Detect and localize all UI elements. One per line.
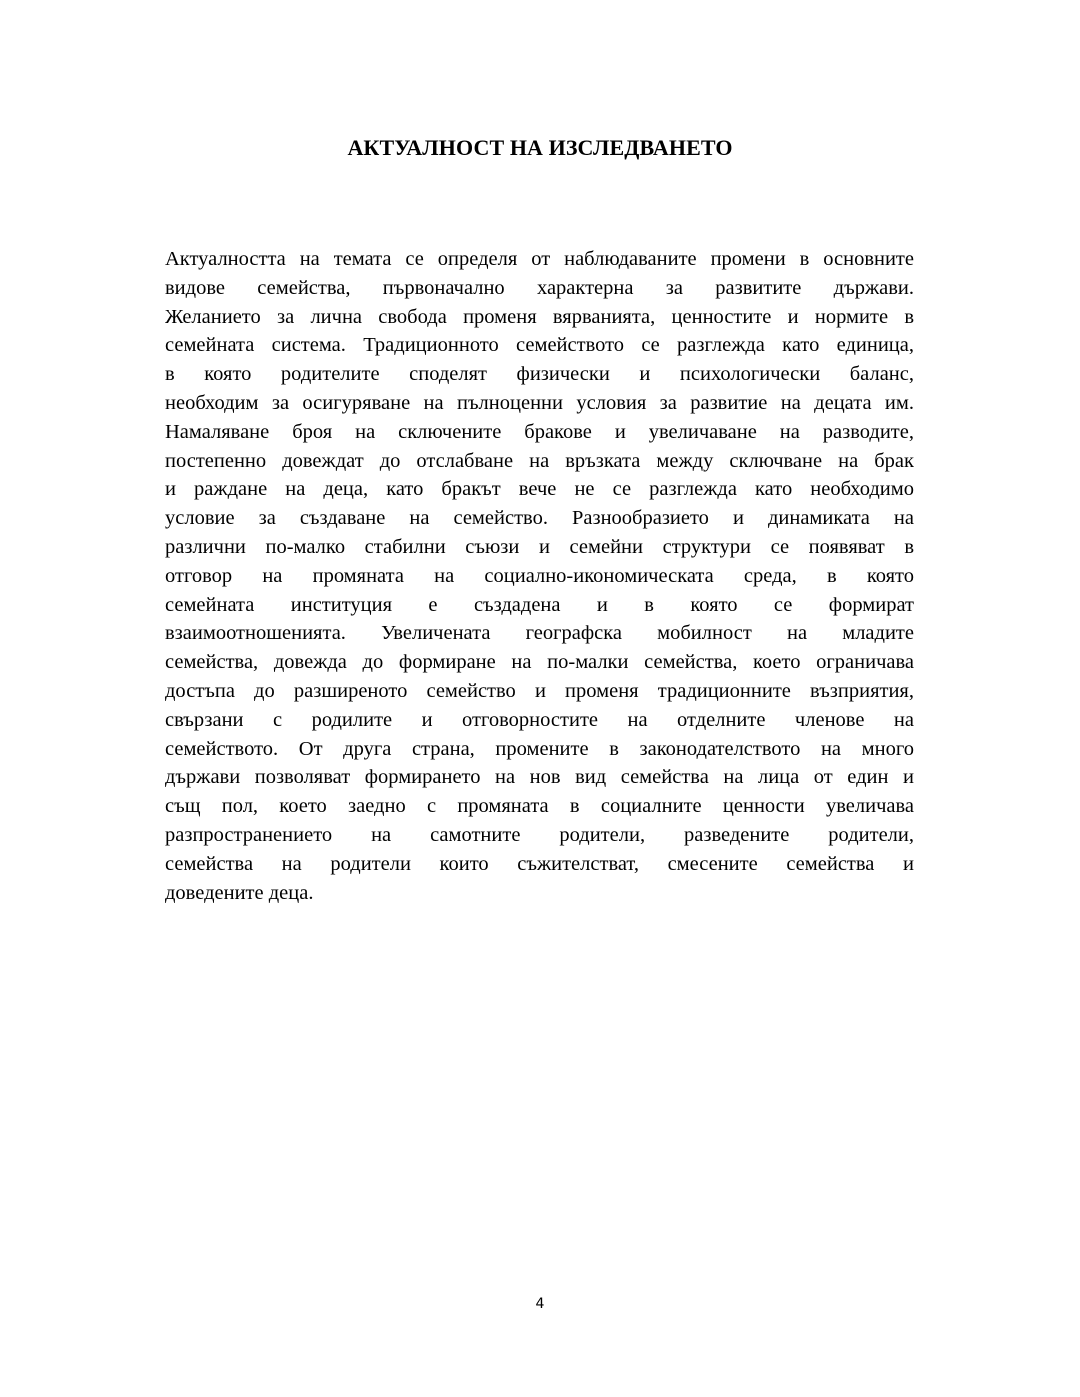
- paragraph-line: семейства на родители които съжителстват, смесените семейства и: [165, 852, 914, 875]
- paragraph-line: семейната система. Традиционното семейството се разглежда като единица,: [165, 334, 914, 357]
- paragraph-line: и раждане на деца, като бракът вече не се разглежда като необходимо: [165, 478, 914, 501]
- paragraph-line: взаимоотношенията. Увеличената географска мобилност на младите: [165, 622, 914, 645]
- body-paragraph: [165, 245, 914, 907]
- paragraph-line: Желанието за лична свобода променя вярванията, ценностите и нормите в: [165, 305, 914, 328]
- paragraph-line: семейства, довежда до формиране на по-малки семейства, което ограничава: [165, 651, 914, 674]
- paragraph-line: същ пол, което заедно с промяната в социалните ценности увеличава: [165, 795, 914, 818]
- paragraph-line: Намаляване броя на сключените бракове и увеличаване на разводите,: [165, 420, 914, 443]
- paragraph-line: видове семейства, първоначално характерна за развитите държави.: [165, 276, 914, 299]
- paragraph-line: семейната институция е създадена и в която се формират: [165, 593, 914, 616]
- paragraph-line: разпространението на самотните родители, разведените родители,: [165, 823, 914, 846]
- paragraph-line: различни по-малко стабилни съюзи и семейни структури се появяват в: [165, 535, 914, 558]
- paragraph-line: в която родителите споделят физически и психологически баланс,: [165, 363, 914, 386]
- paragraph-line: необходим за осигуряване на пълноценни условия за развитие на децата им.: [165, 391, 914, 414]
- paragraph-line: доведените деца.: [165, 881, 314, 904]
- paragraph-line: държави позволяват формирането на нов вид семейства на лица от един и: [165, 766, 914, 789]
- page-title: АКТУАЛНОСТ НА ИЗСЛЕДВАНЕТО: [347, 134, 733, 160]
- paragraph-line: отговор на промяната на социално-икономическата среда, в която: [165, 564, 914, 587]
- paragraph-line: Актуалността на темата се определя от наблюдаваните промени в основните: [165, 248, 914, 270]
- paragraph-line: условие за създаване на семейство. Разнообразието и динамиката на: [165, 507, 914, 530]
- paragraph-line: постепенно довеждат до отслабване на връзката между сключване на брак: [165, 449, 914, 472]
- paragraph-line: свързани с родилите и отговорностите на отделните членове на: [165, 708, 914, 731]
- page-number: 4: [535, 1296, 545, 1312]
- paragraph-line: достъпа до разширеното семейство и променя традиционните възприятия,: [165, 679, 914, 702]
- paragraph-line: семейството. От друга страна, промените в законодателството на много: [165, 737, 914, 760]
